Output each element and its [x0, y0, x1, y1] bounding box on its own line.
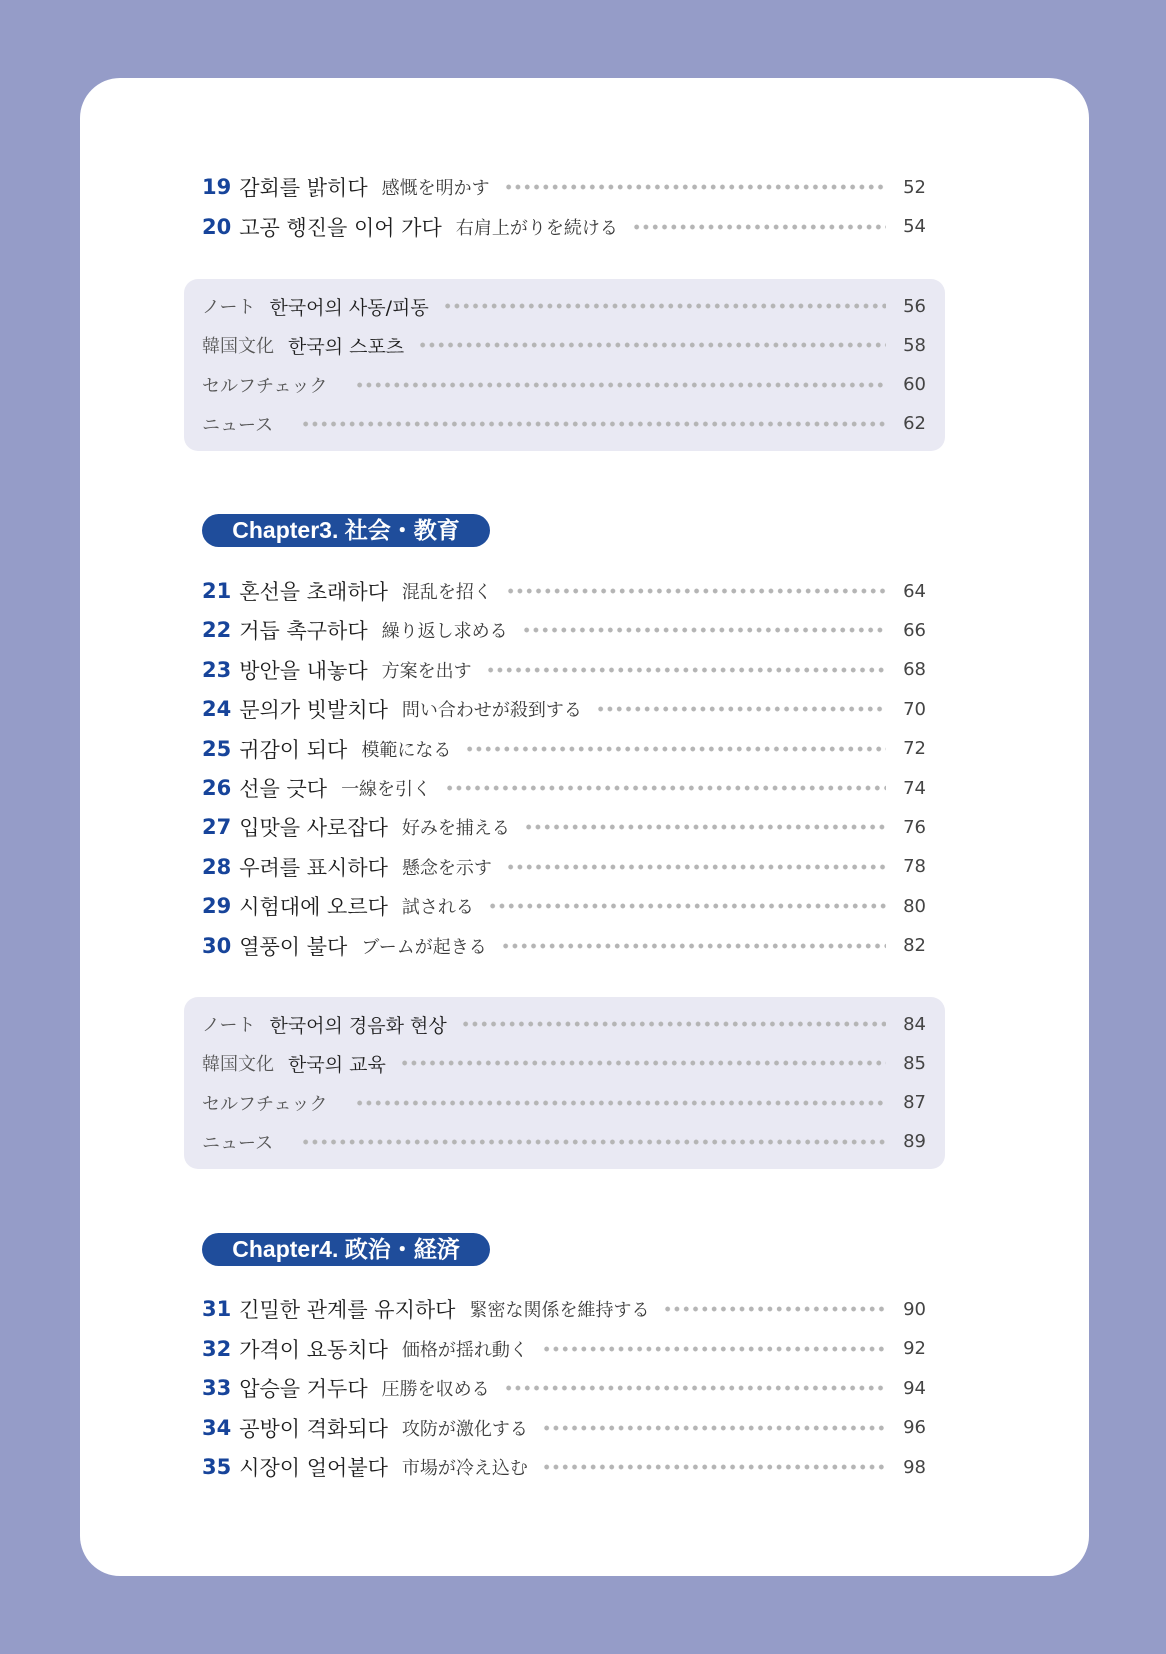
page-number: 89 [903, 1131, 926, 1153]
entry-number: 33 [202, 1376, 232, 1400]
toc-entry[interactable] [202, 773, 926, 803]
dot-leader [355, 1100, 886, 1106]
dot-leader [632, 224, 886, 230]
page-number: 84 [903, 1013, 926, 1035]
entry-number: 27 [202, 815, 232, 840]
entry-section-label: ノート [202, 297, 256, 318]
toc-entry[interactable] [202, 1294, 926, 1324]
entry-japanese-title: ブームが起きる [361, 936, 487, 958]
toc-extra-entry[interactable] [202, 1088, 926, 1118]
entry-number: 26 [202, 776, 232, 800]
toc-entry[interactable] [202, 655, 926, 685]
entry-number: 20 [202, 214, 232, 239]
entry-japanese-title: 攻防が激化する [401, 1418, 528, 1440]
dot-leader [355, 382, 886, 388]
entry-japanese-title: 試される [401, 897, 474, 919]
entry-korean-title: 공방이 격화되다 [239, 1416, 388, 1441]
dot-leader [542, 1346, 886, 1352]
toc-entry[interactable] [202, 576, 926, 606]
page-number: 92 [903, 1338, 926, 1359]
entry-number: 30 [202, 933, 232, 958]
page-number: 85 [903, 1052, 926, 1074]
dot-leader [465, 746, 886, 752]
entry-japanese-title: 感慨を明かす [381, 178, 490, 199]
dot-leader [596, 706, 886, 712]
entry-section-label: ノート [202, 1015, 256, 1036]
entry-korean-title: 감회를 밝히다 [239, 176, 368, 200]
toc-entry[interactable] [202, 1373, 926, 1403]
entry-japanese-title: 模範になる [361, 739, 452, 761]
dot-leader [443, 303, 886, 309]
entry-korean-title: 시장이 얼어붙다 [239, 1456, 388, 1480]
entry-japanese-title: 市場が冷え込む [401, 1458, 528, 1479]
entry-japanese-title: 圧勝を収める [381, 1379, 490, 1400]
entry-japanese-title: 混乱を招く [401, 582, 492, 603]
page-number: 74 [903, 777, 926, 799]
entry-korean-title: 거듭 촉구하다 [239, 619, 368, 644]
page-number: 58 [903, 334, 926, 356]
entry-section-label: 韓国文化 [202, 336, 274, 358]
entry-korean-title: 방안을 내놓다 [239, 658, 368, 683]
page-number: 82 [903, 935, 926, 957]
entry-korean-title: 긴밀한 관계를 유지하다 [239, 1298, 456, 1322]
entry-korean-title: 한국의 스포츠 [288, 335, 405, 358]
entry-section-label: ニュース [202, 414, 274, 436]
page-number: 68 [903, 659, 926, 681]
toc-extra-entry[interactable] [202, 1127, 926, 1157]
toc-extra-entry[interactable] [202, 1009, 926, 1039]
entry-japanese-title: 右肩上がりを続ける [455, 217, 618, 239]
entry-number: 21 [202, 579, 232, 603]
entry-number: 23 [202, 657, 232, 682]
entry-korean-title: 시험대에 오르다 [239, 895, 388, 920]
entry-number: 31 [202, 1297, 232, 1321]
chapter-3-heading: Chapter3. 社会・教育 [202, 514, 490, 547]
page-number: 54 [903, 216, 926, 237]
dot-leader [542, 1464, 886, 1470]
dot-leader [504, 1385, 886, 1391]
page-number: 72 [903, 738, 926, 760]
page-number: 60 [903, 374, 926, 396]
page-number: 96 [903, 1417, 926, 1438]
entry-number: 28 [202, 854, 232, 879]
dot-leader [301, 421, 886, 427]
toc-extra-entry[interactable] [202, 330, 926, 360]
entry-number: 19 [202, 175, 232, 199]
entry-korean-title: 우려를 표시하다 [239, 855, 388, 880]
page-number: 94 [903, 1377, 926, 1399]
entry-korean-title: 압승을 거두다 [239, 1377, 368, 1401]
toc-entry[interactable] [202, 1452, 926, 1482]
entry-number: 34 [202, 1415, 232, 1440]
page-number: 76 [903, 816, 926, 838]
toc-extra-entry[interactable] [202, 1048, 926, 1078]
dot-leader [504, 184, 886, 190]
toc-entry[interactable] [202, 812, 926, 842]
entry-number: 32 [202, 1336, 232, 1361]
entry-japanese-title: 価格が揺れ動く [401, 1339, 528, 1361]
dot-leader [418, 342, 886, 348]
dot-leader [501, 943, 886, 949]
toc-entry[interactable] [202, 1413, 926, 1443]
page-number: 62 [903, 413, 926, 435]
dot-leader [524, 824, 886, 830]
dot-leader [445, 785, 886, 791]
entry-japanese-title: 方案を出す [381, 660, 472, 682]
page-number: 56 [903, 295, 926, 317]
dot-leader [506, 864, 886, 870]
entry-section-label: 韓国文化 [202, 1054, 274, 1076]
entry-korean-title: 선을 긋다 [239, 777, 328, 801]
entry-korean-title: 귀감이 되다 [239, 737, 348, 762]
toc-extra-entry[interactable] [202, 409, 926, 439]
toc-entry[interactable] [202, 931, 926, 961]
dot-leader [663, 1306, 886, 1312]
toc-extra-entry[interactable] [202, 291, 926, 321]
entry-korean-title: 열풍이 불다 [239, 934, 348, 959]
dot-leader [461, 1021, 886, 1027]
entry-korean-title: 한국의 교육 [288, 1053, 386, 1076]
page-number: 90 [903, 1298, 926, 1320]
toc-entry[interactable] [202, 734, 926, 764]
dot-leader [486, 667, 886, 673]
entry-number: 22 [202, 618, 232, 643]
dot-leader [522, 627, 886, 633]
toc-entry[interactable] [202, 1334, 926, 1364]
dot-leader [542, 1425, 886, 1431]
page-number: 98 [903, 1456, 926, 1478]
entry-japanese-title: 問い合わせが殺到する [401, 700, 582, 722]
entry-section-label: セルフチェック [202, 375, 328, 397]
toc-entry[interactable] [202, 694, 926, 724]
toc-entry[interactable] [202, 852, 926, 882]
entry-japanese-title: 懸念を示す [401, 857, 492, 879]
page-number: 64 [903, 580, 926, 602]
toc-extra-entry[interactable] [202, 370, 926, 400]
page-number: 52 [903, 176, 926, 198]
toc-entry[interactable] [202, 891, 926, 921]
page-number: 78 [903, 856, 926, 878]
toc-entry[interactable] [202, 212, 926, 242]
toc-entry[interactable] [202, 615, 926, 645]
page-number: 66 [903, 619, 926, 641]
entry-number: 25 [202, 736, 232, 761]
dot-leader [301, 1139, 886, 1145]
entry-section-label: セルフチェック [202, 1093, 328, 1115]
toc-entry[interactable] [202, 172, 926, 202]
entry-japanese-title: 緊密な関係を維持する [469, 1300, 650, 1321]
entry-japanese-title: 一線を引く [341, 779, 432, 800]
entry-japanese-title: 好みを捕える [401, 818, 510, 840]
dot-leader [506, 588, 886, 594]
entry-korean-title: 한국어의 사동/피동 [269, 296, 429, 319]
entry-number: 29 [202, 894, 232, 919]
entry-korean-title: 고공 행진을 이어 가다 [239, 215, 442, 240]
dot-leader [488, 903, 886, 909]
entry-section-label: ニュース [202, 1132, 274, 1154]
entry-korean-title: 혼선을 초래하다 [239, 580, 388, 604]
entry-number: 24 [202, 697, 232, 722]
page-number: 70 [903, 698, 926, 720]
chapter-4-heading: Chapter4. 政治・経済 [202, 1233, 490, 1266]
entry-korean-title: 문의가 빗발치다 [239, 698, 388, 723]
page-number: 87 [903, 1092, 926, 1114]
entry-number: 35 [202, 1455, 232, 1479]
page-number: 80 [903, 895, 926, 917]
entry-japanese-title: 繰り返し求める [381, 621, 508, 643]
entry-korean-title: 가격이 요동치다 [239, 1337, 388, 1362]
dot-leader [400, 1060, 886, 1066]
entry-korean-title: 한국어의 경음화 현상 [269, 1014, 447, 1037]
entry-korean-title: 입맛을 사로잡다 [239, 816, 388, 841]
